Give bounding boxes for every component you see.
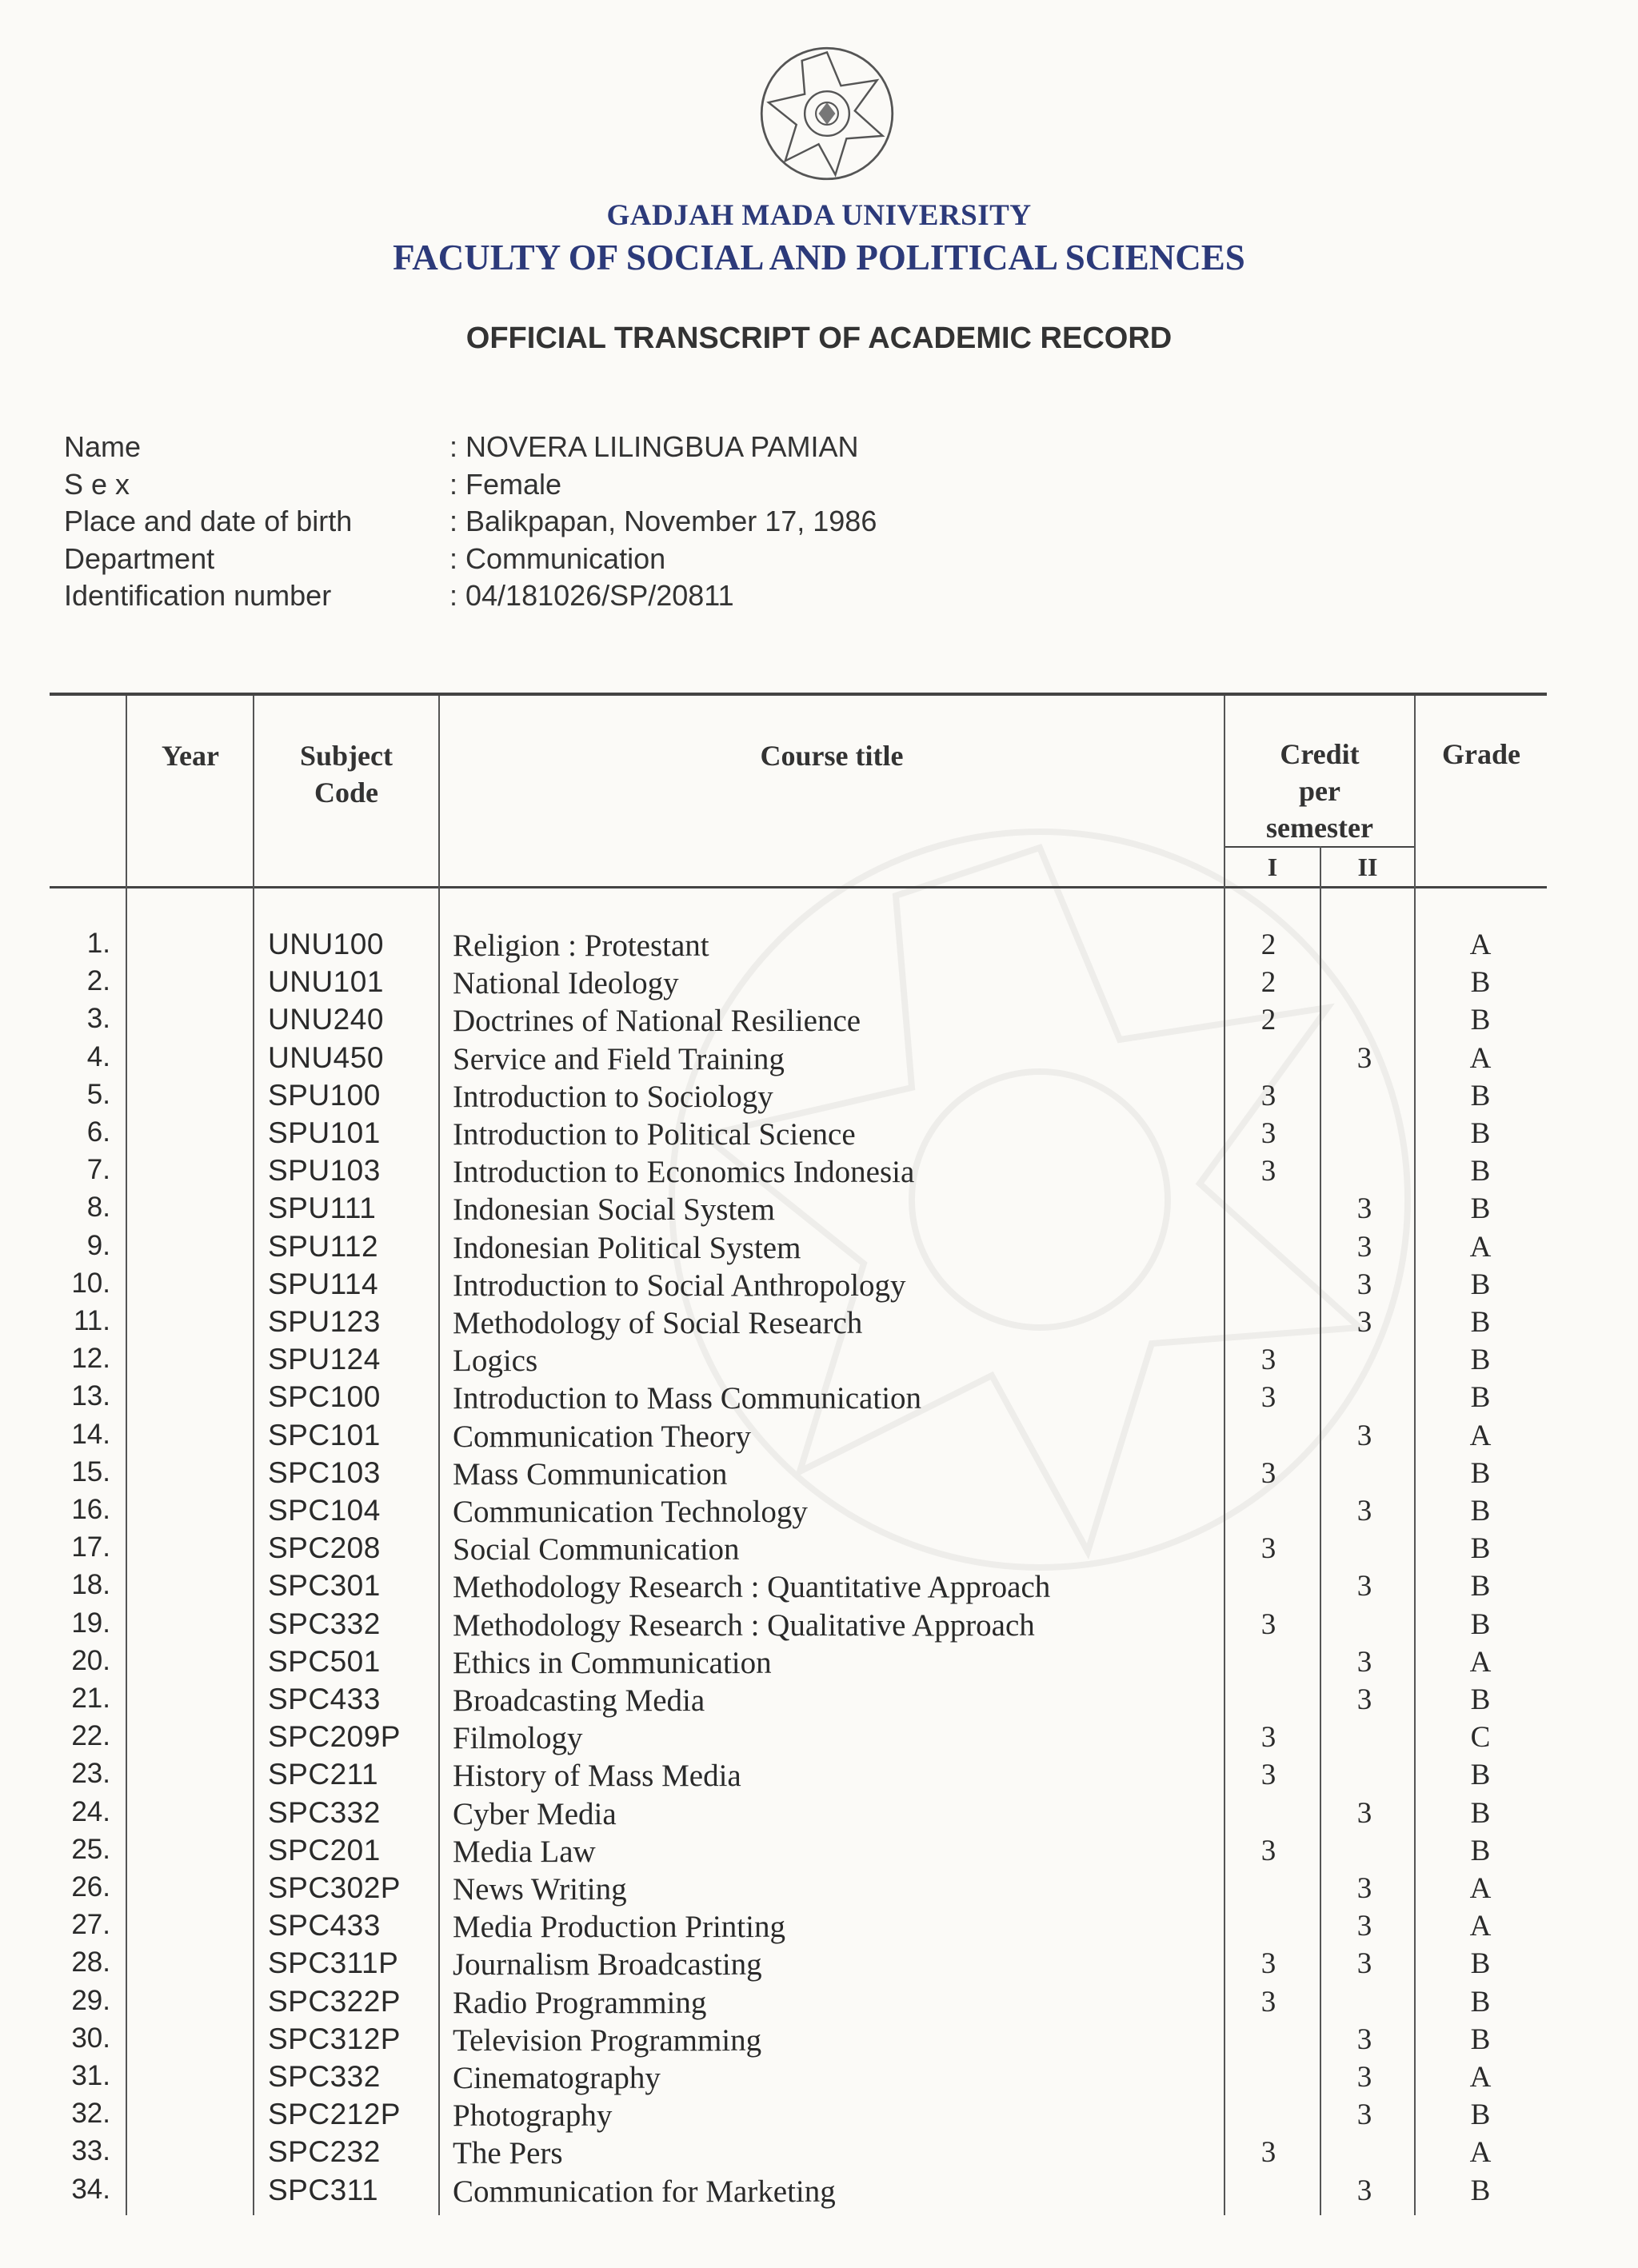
table-row [0, 1796, 1638, 1834]
grade: A [1469, 2061, 1492, 2094]
header-course-title [440, 737, 1224, 774]
subject-code: SPC433 [268, 1909, 381, 1943]
table-row [0, 1116, 1638, 1154]
subject-code: SPC103 [268, 1455, 381, 1489]
credit-sem-2: 3 [1356, 1268, 1372, 1301]
header-credit [1225, 736, 1414, 846]
subject-code: SPC311 [268, 2173, 379, 2206]
grade: A [1469, 1872, 1492, 1905]
table-row [0, 1230, 1638, 1268]
subject-code: SPU111 [268, 1192, 377, 1225]
course-title: Communication Theory [453, 1419, 751, 1454]
course-title: Methodology Research : Qualitative Approach [453, 1607, 1035, 1643]
subject-code: SPC211 [268, 1758, 379, 1791]
row-number: 11. [73, 1305, 110, 1336]
grade: B [1470, 1344, 1491, 1377]
table-row [0, 1531, 1638, 1569]
grade: B [1470, 2098, 1491, 2132]
header-sem-2 [1321, 849, 1414, 884]
header-year-label: Year [162, 740, 219, 772]
info-label: Identification number [64, 579, 332, 612]
credit-sem-2: 3 [1356, 1192, 1372, 1226]
grade: B [1470, 1117, 1491, 1150]
table-row [0, 1041, 1638, 1079]
row-number: 5. [86, 1078, 110, 1110]
subject-code: SPC101 [268, 1418, 381, 1451]
credit-sem-2: 3 [1356, 1796, 1372, 1830]
info-value: : Female [449, 467, 562, 501]
table-top-rule [50, 693, 1547, 696]
credit-sem-1: 3 [1260, 1079, 1276, 1112]
info-label: Place and date of birth [64, 505, 353, 537]
header-semester-label: semester [1266, 812, 1373, 844]
credit-sem-2: 3 [1356, 1570, 1372, 1603]
grade: A [1469, 1645, 1492, 1679]
subject-code: SPC232 [268, 2135, 381, 2169]
subject-code: SPU124 [268, 1343, 381, 1376]
course-title: Media Production Printing [453, 1910, 785, 1945]
subject-code: SPU100 [268, 1078, 381, 1112]
credit-sem-2: 3 [1356, 1306, 1372, 1339]
row-number: 20. [71, 1644, 110, 1676]
course-title: Mass Communication [453, 1456, 728, 1491]
credit-sem-1: 2 [1260, 966, 1276, 1000]
info-value: : NOVERA LILINGBUA PAMIAN [449, 430, 859, 463]
grade: B [1470, 1456, 1491, 1490]
subject-code: SPC301 [268, 1569, 381, 1603]
table-row [0, 1419, 1638, 1456]
row-number: 17. [71, 1531, 110, 1563]
row-number: 3. [86, 1003, 110, 1035]
row-number: 29. [71, 1984, 110, 2016]
subject-code: SPC322P [268, 1984, 401, 2018]
table-row [0, 2174, 1638, 2211]
table-row [0, 1268, 1638, 1305]
credit-sem-2: 3 [1356, 1910, 1372, 1943]
subject-code: SPU112 [268, 1229, 379, 1263]
subject-code: SPC501 [268, 1644, 381, 1678]
credit-sem-2: 3 [1356, 1947, 1372, 1981]
course-title: Broadcasting Media [453, 1683, 705, 1718]
credit-sem-2: 3 [1356, 1041, 1372, 1075]
course-title: Introduction to Political Science [453, 1117, 856, 1152]
table-row [0, 1079, 1638, 1116]
table-row [0, 1607, 1638, 1645]
table-row [0, 1720, 1638, 1758]
credit-sem-2: 3 [1356, 1872, 1372, 1905]
credit-sem-2: 3 [1356, 2098, 1372, 2132]
table-row [0, 1494, 1638, 1531]
grade: A [1469, 1041, 1492, 1075]
row-number: 10. [71, 1267, 110, 1299]
grade: B [1470, 966, 1491, 1000]
subject-code: UNU101 [268, 965, 384, 999]
info-label: S e x [64, 467, 130, 501]
course-title: Social Communication [453, 1532, 740, 1567]
row-number: 33. [71, 2135, 110, 2167]
course-title: Journalism Broadcasting [453, 1947, 762, 1983]
row-number: 9. [86, 1229, 110, 1261]
row-number: 2. [86, 965, 110, 997]
table-row [0, 2135, 1638, 2173]
credit-sem-1: 3 [1260, 2136, 1276, 2170]
course-title: Radio Programming [453, 1985, 707, 2020]
course-title: Introduction to Economics Indonesia [453, 1155, 915, 1190]
subject-code: UNU450 [268, 1040, 384, 1074]
subject-code: SPC332 [268, 1795, 381, 1829]
grade: A [1469, 1910, 1492, 1943]
row-number: 4. [86, 1040, 110, 1072]
grade: B [1470, 1268, 1491, 1301]
faculty-name: FACULTY OF SOCIAL AND POLITICAL SCIENCES [393, 238, 1245, 278]
table-row [0, 1003, 1638, 1040]
row-number: 7. [86, 1154, 110, 1186]
grade: B [1470, 1759, 1491, 1792]
course-title: Service and Field Training [453, 1041, 785, 1076]
course-title: Cyber Media [453, 1796, 617, 1831]
course-title: National Ideology [453, 966, 679, 1001]
table-row [0, 1834, 1638, 1871]
subject-code: SPU101 [268, 1116, 381, 1149]
row-number: 15. [71, 1455, 110, 1487]
row-number: 22. [71, 1720, 110, 1752]
table-row [0, 1343, 1638, 1380]
row-number: 14. [71, 1418, 110, 1450]
credit-sem-2: 3 [1356, 1230, 1372, 1264]
credit-sem-1: 3 [1260, 1834, 1276, 1867]
row-number: 31. [71, 2060, 110, 2091]
row-number: 16. [71, 1494, 110, 1525]
course-title: Introduction to Mass Communication [453, 1381, 922, 1416]
grade: B [1470, 2022, 1491, 2056]
row-number: 30. [71, 2022, 110, 2054]
course-title: The Pers [453, 2136, 563, 2171]
grade: B [1470, 1381, 1491, 1415]
subject-code: SPC311P [268, 1947, 399, 1980]
subject-code: SPC302P [268, 1871, 401, 1904]
header-subject-code [254, 737, 438, 811]
subject-code: SPU103 [268, 1154, 381, 1188]
header-sem-2-label: II [1357, 852, 1378, 881]
grade: B [1470, 1607, 1491, 1641]
row-number: 32. [71, 2098, 110, 2130]
table-row [0, 2098, 1638, 2135]
row-number: 28. [71, 1947, 110, 1979]
subject-code: SPC312P [268, 2022, 401, 2055]
table-header-rule [50, 886, 1547, 888]
course-title: Methodology Research : Quantitative Approach [453, 1570, 1051, 1605]
table-row [0, 1758, 1638, 1795]
info-value: : Balikpapan, November 17, 1986 [449, 505, 877, 537]
grade: B [1470, 1192, 1491, 1226]
grade: A [1469, 1230, 1492, 1264]
table-row [0, 1871, 1638, 1909]
row-number: 34. [71, 2173, 110, 2205]
header-year [128, 737, 253, 774]
university-seal-icon [757, 44, 897, 183]
subject-code: SPC100 [268, 1380, 381, 1414]
row-number: 6. [86, 1116, 110, 1148]
credit-sem-2: 3 [1356, 1495, 1372, 1527]
grade: B [1470, 1985, 1491, 2018]
subject-code: SPC201 [268, 1833, 381, 1867]
header-course-title-label: Course title [760, 740, 904, 772]
subject-code: SPC332 [268, 1607, 381, 1640]
credit-sem-1: 3 [1260, 1456, 1276, 1490]
table-row [0, 1569, 1638, 1607]
course-title: Cinematography [453, 2061, 661, 2095]
course-title: History of Mass Media [453, 1759, 741, 1794]
table-row [0, 1909, 1638, 1947]
table-row [0, 1947, 1638, 1984]
course-title: Methodology of Social Research [453, 1306, 863, 1340]
grade: A [1469, 1419, 1492, 1452]
credit-sem-2: 3 [1356, 2174, 1372, 2207]
grade: C [1470, 1721, 1491, 1755]
credit-sem-1: 2 [1260, 928, 1276, 961]
subject-code: SPC212P [268, 2098, 401, 2131]
subject-code: SPC208 [268, 1531, 381, 1565]
subject-code: SPC104 [268, 1494, 381, 1527]
table-row [0, 2022, 1638, 2060]
subject-code: SPC209P [268, 1720, 401, 1754]
header-sem-1 [1225, 849, 1320, 884]
credit-sem-2: 3 [1356, 1683, 1372, 1716]
info-value: : Communication [449, 541, 666, 575]
course-title: Communication for Marketing [453, 2174, 836, 2209]
grade: B [1470, 1079, 1491, 1112]
course-title: News Writing [453, 1872, 627, 1907]
credit-sem-2: 3 [1356, 1645, 1372, 1679]
row-number: 18. [71, 1569, 110, 1601]
subject-code: SPC332 [268, 2060, 381, 2093]
subject-code: UNU240 [268, 1003, 384, 1036]
grade: B [1470, 1570, 1491, 1603]
credit-sem-1: 2 [1260, 1004, 1276, 1037]
table-row [0, 1192, 1638, 1229]
header-per-label: per [1299, 775, 1340, 807]
credit-sem-2: 3 [1356, 2061, 1372, 2094]
table-row [0, 1683, 1638, 1720]
credit-sem-1: 3 [1260, 1381, 1276, 1415]
credit-sem-1: 3 [1260, 1721, 1276, 1755]
course-title: Television Programming [453, 2022, 762, 2058]
info-value: : 04/181026/SP/20811 [449, 579, 734, 612]
course-title: Photography [453, 2098, 613, 2134]
semester-split-rule [1224, 846, 1414, 848]
credit-sem-1: 3 [1260, 1532, 1276, 1566]
course-title: Introduction to Social Anthropology [453, 1268, 906, 1303]
table-row [0, 1154, 1638, 1192]
row-number: 21. [71, 1683, 110, 1714]
table-row [0, 1985, 1638, 2022]
grade: B [1470, 1155, 1491, 1188]
row-number: 19. [71, 1607, 110, 1639]
subject-code: UNU100 [268, 928, 384, 960]
header-subject-label: Subject [300, 740, 393, 772]
course-title: Introduction to Sociology [453, 1079, 773, 1114]
credit-sem-2: 3 [1356, 2022, 1372, 2056]
course-title: Indonesian Political System [453, 1230, 801, 1265]
row-number: 13. [71, 1380, 110, 1412]
course-title: Ethics in Communication [453, 1645, 772, 1680]
grade: B [1470, 1532, 1491, 1566]
grade: A [1469, 2136, 1492, 2170]
info-label: Name [64, 430, 142, 463]
row-number: 26. [71, 1871, 110, 1903]
grade: B [1470, 1004, 1491, 1037]
table-row [0, 2060, 1638, 2098]
credit-sem-1: 3 [1260, 1155, 1276, 1188]
grade: A [1469, 928, 1492, 961]
row-number: 25. [71, 1833, 110, 1865]
subject-code: SPU114 [268, 1267, 379, 1300]
credit-sem-2: 3 [1356, 1419, 1372, 1452]
credit-sem-1: 3 [1260, 1759, 1276, 1792]
credit-sem-1: 3 [1260, 1607, 1276, 1641]
grade: B [1470, 1306, 1491, 1339]
header-code-label: Code [314, 777, 378, 809]
header-grade-label: Grade [1442, 738, 1520, 770]
header-sem-1-label: I [1267, 852, 1278, 881]
row-number: 27. [71, 1909, 110, 1941]
course-title: Logics [453, 1344, 538, 1379]
document-title: OFFICIAL TRANSCRIPT OF ACADEMIC RECORD [465, 321, 1173, 355]
grade: B [1470, 2174, 1491, 2207]
course-title: Communication Technology [453, 1495, 808, 1529]
table-row [0, 965, 1638, 1003]
grade: B [1470, 1834, 1491, 1867]
subject-code: SPC433 [268, 1683, 381, 1715]
row-number: 24. [71, 1795, 110, 1827]
credit-sem-1: 3 [1260, 1344, 1276, 1377]
table-row [0, 1645, 1638, 1683]
row-number: 1. [86, 928, 110, 959]
grade: B [1470, 1796, 1491, 1830]
credit-sem-1: 3 [1260, 1947, 1276, 1981]
table-row [0, 928, 1638, 965]
row-number: 12. [71, 1343, 110, 1375]
course-title: Media Law [453, 1834, 596, 1869]
header-credit-label: Credit [1280, 738, 1360, 770]
grade: B [1470, 1947, 1491, 1981]
credit-sem-1: 3 [1260, 1117, 1276, 1150]
grade: B [1470, 1495, 1491, 1527]
credit-sem-1: 3 [1260, 1985, 1276, 2018]
course-title: Filmology [453, 1721, 583, 1756]
course-title: Doctrines of National Resilience [453, 1004, 861, 1039]
university-name: GADJAH MADA UNIVERSITY [606, 199, 1032, 232]
course-title: Indonesian Social System [453, 1192, 775, 1228]
grade: B [1470, 1683, 1491, 1716]
subject-code: SPU123 [268, 1305, 381, 1338]
table-row [0, 1456, 1638, 1494]
table-row [0, 1380, 1638, 1418]
header-grade [1416, 736, 1547, 773]
table-row [0, 1305, 1638, 1343]
row-number: 23. [71, 1758, 110, 1790]
info-label: Department [64, 541, 215, 575]
row-number: 8. [86, 1192, 110, 1224]
course-title: Religion : Protestant [453, 928, 709, 963]
